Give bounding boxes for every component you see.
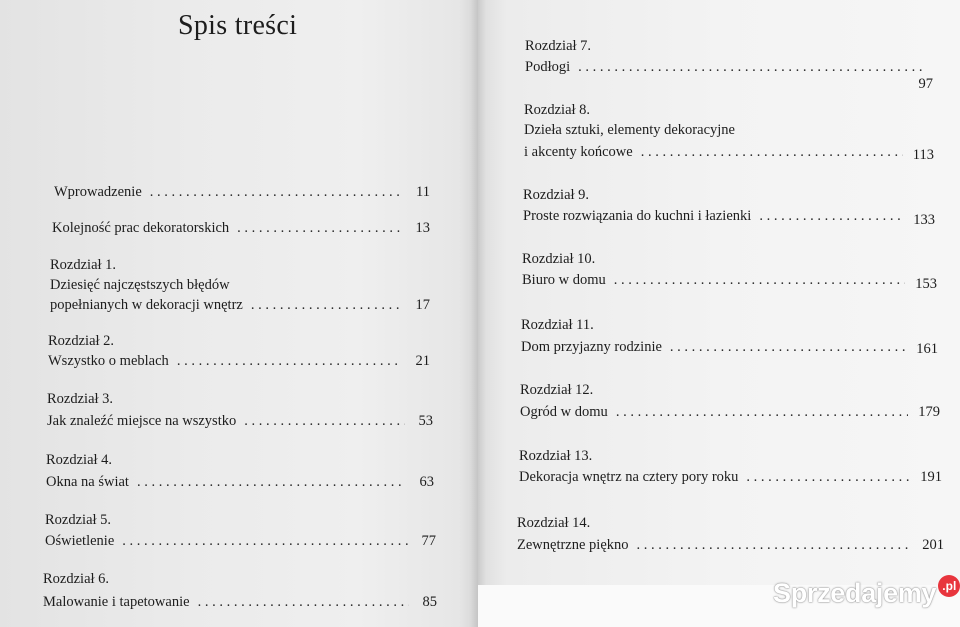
- dot-leader: [244, 413, 405, 430]
- toc-line: [46, 474, 434, 494]
- page-number: 201: [922, 537, 944, 553]
- toc-entry-chapter-1: [50, 257, 430, 319]
- page-number: 13: [415, 220, 430, 236]
- toc-entry-order-of-work: [52, 220, 430, 240]
- toc-entry-chapter-8: [524, 102, 934, 168]
- watermark-logo: [773, 574, 960, 612]
- entry-title: Zewnętrzne piękno: [517, 537, 629, 553]
- toc-line: [43, 594, 437, 614]
- toc-entry-chapter-9: [523, 187, 935, 233]
- toc-entry-chapter-5: [45, 512, 436, 554]
- page-number: 161: [916, 341, 938, 357]
- entry-title: Wszystko o meblach: [48, 353, 169, 369]
- book-gutter: [470, 0, 486, 627]
- dot-leader: [177, 353, 402, 370]
- chapter-label: Rozdział 7.: [525, 38, 592, 54]
- watermark-text: Sprzedajemy: [773, 577, 937, 608]
- entry-title: Dom przyjazny rodzinie: [521, 339, 662, 355]
- page-number: 153: [915, 276, 937, 292]
- page-number: 17: [415, 297, 430, 313]
- dot-leader: [616, 404, 908, 421]
- toc-entry-chapter-2: [48, 333, 430, 375]
- page-number: 11: [416, 184, 430, 200]
- toc-entry-chapter-10: [522, 251, 937, 297]
- entry-title: Proste rozwiązania do kuchni i łazienki: [523, 208, 752, 224]
- dot-leader: [237, 220, 402, 237]
- dot-leader: [641, 144, 903, 161]
- page-title: Spis treści: [178, 10, 298, 41]
- toc-line: [47, 413, 433, 433]
- page-number: 191: [920, 469, 942, 485]
- toc-line: [50, 277, 430, 297]
- entry-title: Dzieła sztuki, elementy dekoracyjne: [524, 122, 735, 138]
- chapter-label: Rozdział 6.: [43, 571, 110, 587]
- toc-entry-introduction: [54, 184, 430, 204]
- toc-line: [522, 272, 937, 292]
- toc-line: [517, 537, 944, 557]
- dot-leader: [759, 208, 903, 225]
- dot-leader: [578, 59, 923, 76]
- entry-title: Dekoracja wnętrz na cztery pory roku: [519, 469, 739, 485]
- toc-line: [48, 353, 430, 373]
- page-number: 77: [421, 533, 436, 549]
- entry-title: Biuro w domu: [522, 272, 606, 288]
- page-number: 113: [912, 147, 934, 163]
- toc-line: [525, 59, 933, 79]
- dot-leader: [614, 272, 905, 289]
- chapter-label: Rozdział 2.: [48, 333, 115, 349]
- chapter-label: Rozdział 14.: [517, 515, 591, 531]
- toc-entry-chapter-14: [517, 515, 944, 559]
- toc-line: [520, 404, 940, 424]
- page-number: 21: [415, 353, 430, 369]
- entry-title: Wprowadzenie: [54, 184, 142, 200]
- entry-title: Jak znaleźć miejsce na wszystko: [47, 413, 237, 429]
- left-page: [0, 0, 478, 627]
- toc-entry-chapter-4: [46, 452, 434, 494]
- page-number: 63: [419, 474, 434, 490]
- page-number: 85: [422, 594, 437, 610]
- watermark-badge: .pl: [938, 575, 960, 597]
- chapter-label: Rozdział 9.: [523, 187, 590, 203]
- chapter-label: Rozdział 5.: [45, 512, 112, 528]
- toc-entry-chapter-7: [525, 38, 933, 92]
- entry-title: Ogród w domu: [520, 404, 608, 420]
- chapter-label: Rozdział 3.: [47, 391, 114, 407]
- entry-title: i akcenty końcowe: [524, 144, 633, 160]
- toc-line: [524, 122, 934, 142]
- toc-line: [54, 184, 430, 204]
- toc-line: [523, 208, 935, 228]
- toc-entry-chapter-11: [521, 317, 938, 361]
- dot-leader: [122, 533, 408, 550]
- chapter-label: Rozdział 11.: [521, 317, 594, 333]
- toc-entry-chapter-6: [43, 571, 437, 613]
- entry-title: Podłogi: [525, 59, 571, 75]
- dot-leader: [746, 469, 910, 486]
- chapter-label: Rozdział 1.: [50, 257, 117, 273]
- page-number: 53: [418, 413, 433, 429]
- dot-leader: [198, 594, 409, 611]
- toc-line: [521, 339, 938, 359]
- entry-title: Dziesięć najczęstszych błędów: [50, 277, 230, 293]
- dot-leader: [670, 339, 906, 356]
- entry-title: Oświetlenie: [45, 533, 115, 549]
- entry-title: popełnianych w dekoracji wnętrz: [50, 297, 243, 313]
- entry-title: Malowanie i tapetowanie: [43, 594, 190, 610]
- right-page: [478, 0, 960, 585]
- chapter-label: Rozdział 10.: [522, 251, 596, 267]
- page-number: 133: [913, 212, 935, 228]
- toc-line: [45, 533, 436, 553]
- chapter-label: Rozdział 4.: [46, 452, 113, 468]
- chapter-label: Rozdział 12.: [520, 382, 594, 398]
- toc-line: [519, 469, 942, 489]
- chapter-label: Rozdział 13.: [519, 448, 593, 464]
- page-number: 97: [918, 76, 933, 92]
- toc-entry-chapter-13: [519, 448, 942, 492]
- entry-title: Okna na świat: [46, 474, 129, 490]
- toc-entry-chapter-12: [520, 382, 940, 426]
- toc-line: [524, 144, 934, 164]
- toc-line: [50, 297, 430, 317]
- toc-line: [52, 220, 430, 240]
- toc-entry-chapter-3: [47, 391, 433, 433]
- chapter-label: Rozdział 8.: [524, 102, 591, 118]
- dot-leader: [637, 537, 913, 554]
- entry-title: Kolejność prac dekoratorskich: [52, 220, 230, 236]
- dot-leader: [251, 297, 402, 314]
- page-number: 179: [918, 404, 940, 420]
- dot-leader: [150, 184, 402, 201]
- dot-leader: [137, 474, 406, 491]
